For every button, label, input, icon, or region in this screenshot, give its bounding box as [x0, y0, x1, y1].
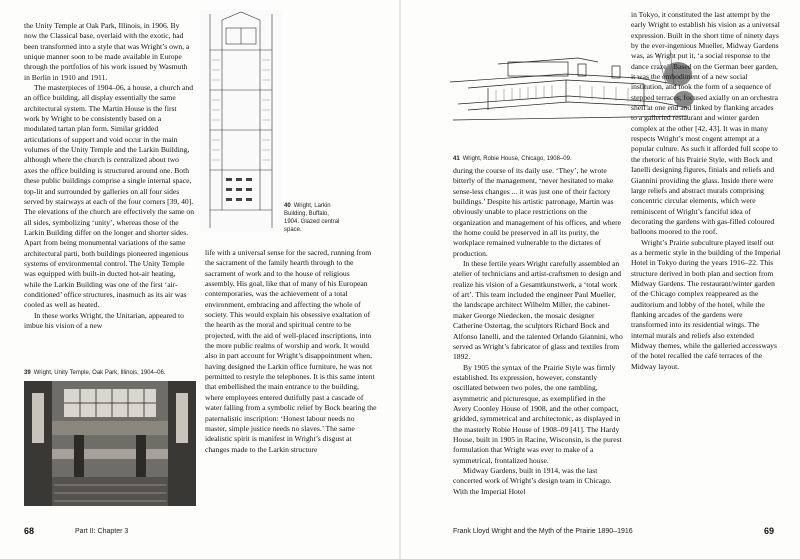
running-head: Frank Lloyd Wright and the Myth of the Prairie 1890–1916 [453, 528, 633, 535]
paragraph: In these fertile years Wright carefully assembled an atelier of technicians and artist-craftsmen to design and realize his vision of a Gesamtkunstwerk, a ‘total work of art’. This team included the engineer Paul Mueller, the landscape architect Wilhelm Miller, the cabinet-maker George Niedecken, the mosaic designer Catherine Ostertag, the sculptors Richard Bock and Alfonso Ianelli, and the talented Orlando Giannini, who served as Wright’s fabricator of glass and textiles from 1892. [453, 259, 623, 362]
paragraph: in Tokyo, it constituted the last attempt by the early Wright to establish his vision as a universal expression. Built in the short time of ninety days by the ever-ingenious Mueller, Midway Gardens was, as Wright put it, ‘a social response to the dance craze’. Based on the German beer garden, it was the embodiment of a new social institution, and took the form of a sequence of stepped terraces, focused axially on an orchestra shell at one end and linked by flanking arcades to a galleried restaurant and winter garden complex at the other [42, 43]. It was in many respects Wright’s most cogent attempt at a popular culture. As such it afforded full scope to the rhetoric of his Prairie Style, with Bock and Ianelli designing figures, finials and reliefs and Giannini providing the glass. Inside there were large reliefs and abstract murals comprising concentric circular elements, which were reminiscent of Wright’s fanciful idea of decorating the gardens with gas-filled coloured balloons moored to the roof. [631, 10, 780, 237]
left-column-2 [205, 248, 377, 455]
caption-text: Wright, Unity Temple, Oak Park, Illinois, 1904–06. [33, 370, 166, 376]
paragraph: Wright’s Prairie subculture played itself out as a hermetic style in the building of the Imperial Hotel in Tokyo during the years 1916–22. This structure derived in both plan and section from Midway Gardens. The restaurant/winter garden of the Chicago complex reappeared as the auditorium and lobby of the hotel, while the flanking arcades of the gardens were transformed into its residential wings. The internal murals and reliefs also extended Midway themes, while the galleried accessways of the hotel recalled the café terraces of the Midway layout. [631, 237, 781, 371]
paragraph: the Unity Temple at Oak Park, Illinois, in 1906. By now the Classical base, overlaid with the exotic, had been transformed into a style that was Wright’s own, a unique manner soon to be made available in Europe through the portfolios of his work issued by Wasmuth in Berlin in 1910 and 1911. [24, 21, 190, 82]
caption-40 [284, 202, 342, 234]
right-column-1 [453, 166, 623, 497]
paragraph: By 1905 the syntax of the Prairie Style was firmly established. Its expression, however, constantly oscillated between two poles, the one rambling, asymmetric and picturesque, as exemplified in the Avery Coonley House of 1908, and the other compact, gridded, symmetrical and architectonic, as displayed in the masterly Robie House of 1908–09 [41]. The Hardy House, built in 1905 in Racine, Wisconsin, is the purest formulation that Wright was ever to make of a symmetrical, frontalized house. [453, 362, 622, 465]
page-number: 68 [24, 526, 35, 536]
paragraph: during the course of its daily use. ‘They’, he wrote bitterly of the management, ‘never hesitated to make sense-less changes ... it was just one of their factory buildings.’ Despite his artistic patronage, Martin was obviously unable to place restrictions on the organization and management of his offices, and where the home could be preserved in all its purity, the workplace remained vulnerable to the dictates of production. [453, 166, 621, 258]
unity-temple-photo [24, 381, 196, 506]
caption-number: 40 [284, 203, 291, 209]
paragraph: life with a universal sense for the sacred, running from the sacrament of the family hearth through to the sacrament of work and to the house of religious assembly. His goal, like that of many of his European contemporaries, was the achievement of a total environment, embracing and affecting the whole of society. This would explain his obsessive exaltation of the hearth as the moral and spiritual centre to be projected, with the aid of well-placed inscriptions, into the more public realms of worship and work. It would also in part account for Wright’s disappointment when, having designed the Larkin office furniture, he was not permitted to restyle the telephones. It is this same intent that embellished the main entrance to the building, where employees entered dutifully past a cascade of water falling from a symbolic relief by Bock bearing the paternalistic inscription: ‘Honest labour needs no master, simple justice needs no slaves.’ The same idealistic spirit is manifest in Wright’s disgust at changes made to the Larkin structure [205, 248, 377, 454]
page-number: 69 [764, 526, 775, 536]
left-column-1 [24, 21, 194, 331]
caption-39 [24, 369, 202, 377]
paragraph: Midway Gardens, built in 1914, was the last concerted work of Wright’s design team in Chicago. With the Imperial Hotel [453, 465, 612, 496]
right-column-2 [631, 10, 781, 372]
caption-text: Wright, Robie House, Chicago, 1908–09. [462, 156, 572, 162]
paragraph: In these works Wright, the Unitarian, appeared to imbue his vision of a new [24, 310, 184, 330]
caption-number: 41 [453, 156, 460, 162]
right-page [401, 0, 800, 559]
running-head: Part II: Chapter 3 [75, 528, 129, 535]
caption-text: Wright, Larkin Building, Buffalo, 1904. Glazed central space. [284, 203, 340, 233]
larkin-building-illustration [200, 10, 282, 232]
caption-number: 39 [24, 370, 31, 376]
left-page [0, 0, 399, 559]
paragraph: The masterpieces of 1904–06, a house, a church and an office building, all display essentially the same architectural system. The Martin House is the first work by Wright to be consistently based on a modulated tartan plan form. Similar gridded articulations of support and void occur in the main volumes of the Unity Temple and the Larkin Building, although where the church is centralized about two axes the office building is structured around one. Both these public buildings comprise a single internal space, top-lit and surrounded by galleries on all four sides served by stairways at each of the four corners [39, 40]. The elevations of the church are effectively the same on all sides, symbolizing ‘unity’, whereas those of the Larkin Building differ on the longer and shorter sides. Apart from being monumental variations of the same architectural parti, both buildings pioneered ingenious systems of environmental control. The Unity Temple was equipped with built-in ducted hot-air heating, while the Larkin Building was one of the first ‘air-conditioned’ office structures, inasmuch as its air was cooled as well as heated. [24, 83, 195, 310]
